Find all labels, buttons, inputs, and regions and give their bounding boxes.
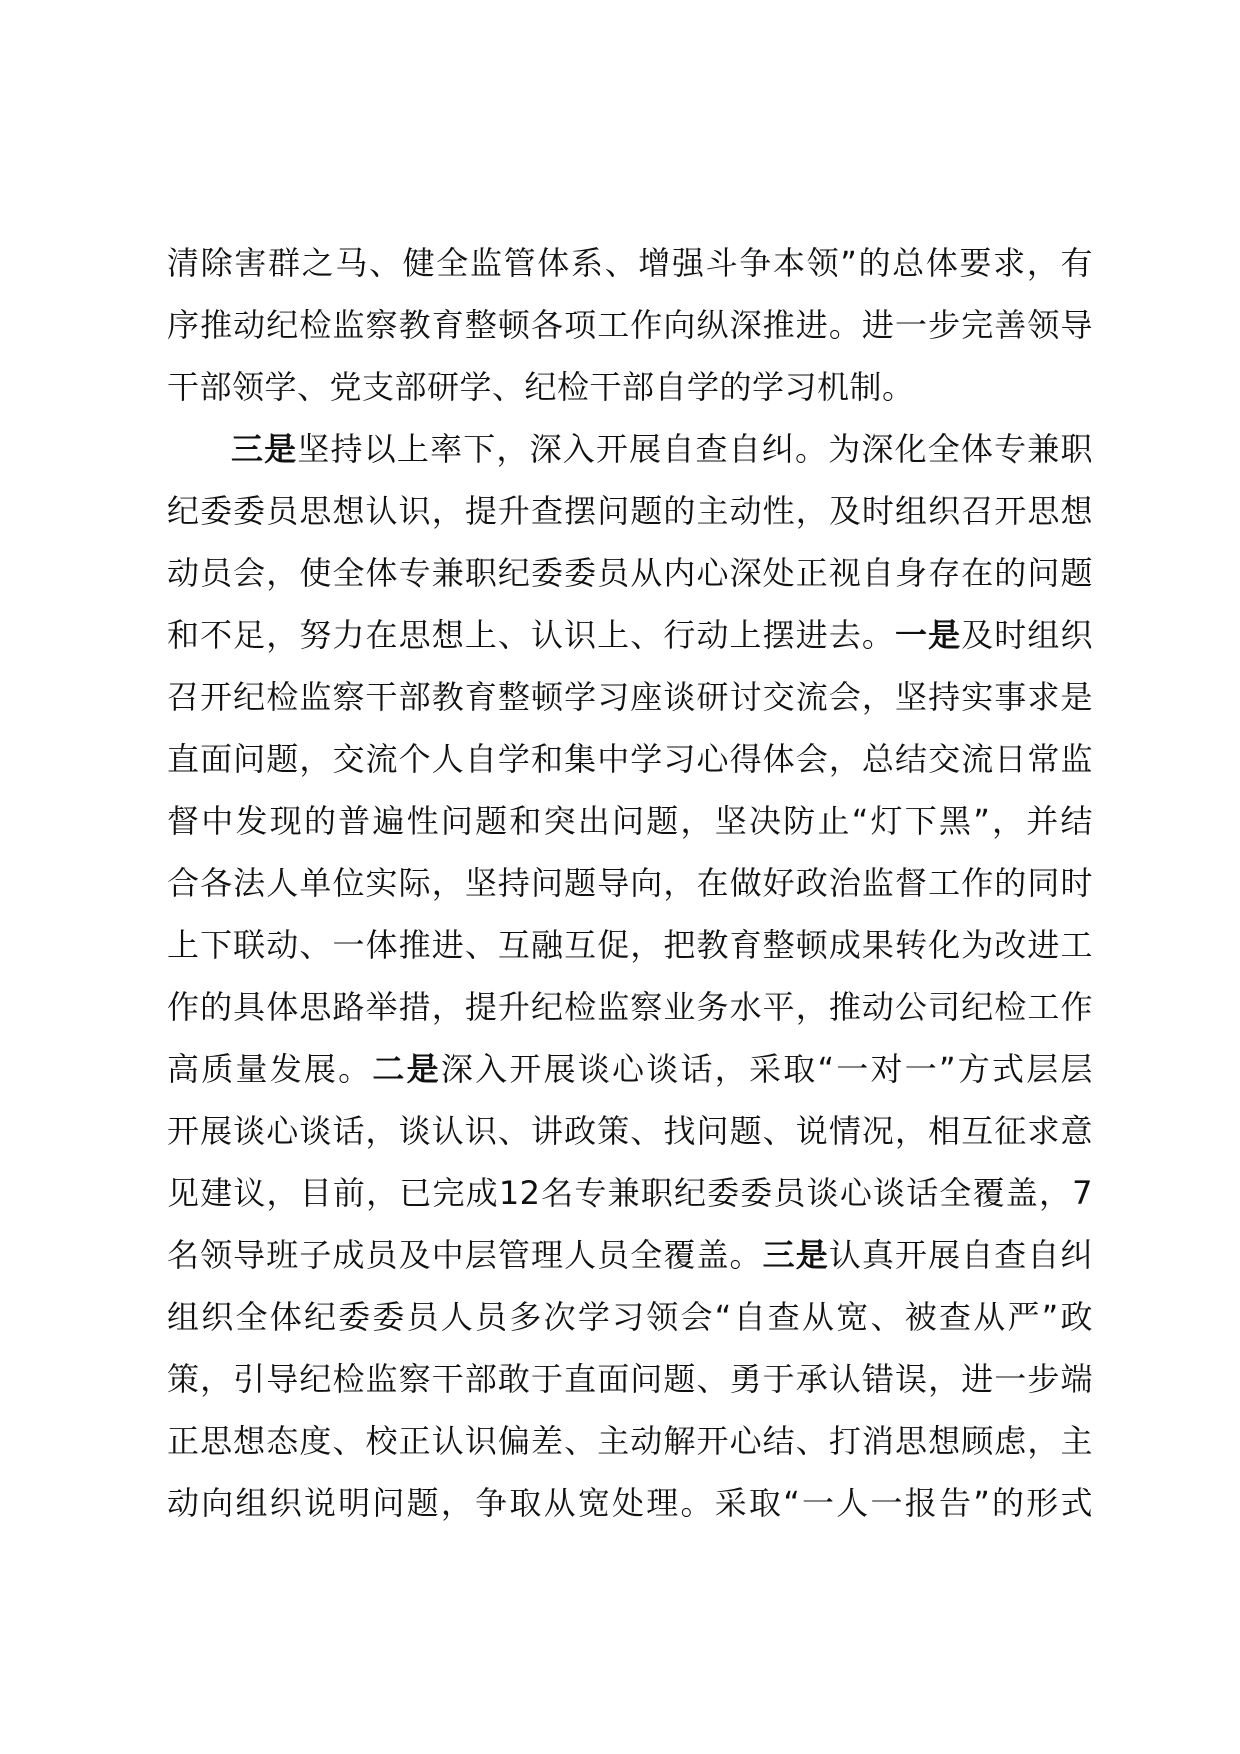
bold-lead: 三是 bbox=[762, 1236, 829, 1274]
text-run: 高质量发展。 bbox=[167, 1050, 373, 1088]
text-line: 督中发现的普遍性问题和突出问题，坚决防止“灯下黑”，并结 bbox=[167, 802, 1093, 840]
text-line: 开展谈心谈话，谈认识、讲政策、找问题、说情况，相互征求意 bbox=[167, 1112, 1093, 1150]
text-line bbox=[167, 1038, 1093, 1100]
text-line: 直面问题，交流个人自学和集中学习心得体会，总结交流日常监 bbox=[167, 740, 1093, 778]
text-run: 深入开展谈心谈话，采取“一对一”方式层层 bbox=[440, 1050, 1093, 1088]
text-line: 正思想态度、校正认识偏差、主动解开心结、打消思想顾虑，主 bbox=[167, 1422, 1093, 1460]
paragraph-1 bbox=[167, 232, 1093, 418]
text-line: 合各法人单位实际，坚持问题导向，在做好政治监督工作的同时 bbox=[167, 864, 1093, 902]
bold-lead: 二是 bbox=[372, 1050, 441, 1088]
text-line: 上下联动、一体推进、互融互促，把教育整顿成果转化为改进工 bbox=[167, 926, 1093, 964]
text-line bbox=[167, 1224, 1093, 1286]
document-body bbox=[167, 232, 1093, 1534]
text-line: 干部领学、党支部研学、纪检干部自学的学习机制。 bbox=[167, 368, 915, 406]
text-line: 纪委委员思想认识，提升查摆问题的主动性，及时组织召开思想 bbox=[167, 492, 1093, 530]
bold-lead: 三是 bbox=[231, 430, 298, 468]
text-run: 坚持以上率下，深入开展自查自纠。为深化全体专兼职 bbox=[297, 430, 1093, 468]
bold-lead: 一是 bbox=[895, 616, 962, 654]
text-line: 召开纪检监察干部教育整顿学习座谈研讨交流会，坚持实事求是 bbox=[167, 678, 1093, 716]
text-line: 序推动纪检监察教育整顿各项工作向纵深推进。进一步完善领导 bbox=[167, 306, 1093, 344]
text-line: 动员会，使全体专兼职纪委委员从内心深处正视自身存在的问题 bbox=[167, 554, 1093, 592]
text-run: 和不足，努力在思想上、认识上、行动上摆进去。 bbox=[167, 616, 896, 654]
text-line: 动向组织说明问题，争取从宽处理。采取“一人一报告”的形式 bbox=[167, 1484, 1093, 1522]
text-line: 见建议，目前，已完成12名专兼职纪委委员谈心谈话全覆盖，7 bbox=[167, 1174, 1093, 1212]
text-run: 名领导班子成员及中层管理人员全覆盖。 bbox=[167, 1236, 763, 1274]
text-line: 策，引导纪检监察干部敢于直面问题、勇于承认错误，进一步端 bbox=[167, 1360, 1093, 1398]
text-line bbox=[167, 418, 1093, 480]
text-line: 清除害群之马、健全监管体系、增强斗争本领”的总体要求，有 bbox=[167, 244, 1093, 282]
paragraph-2 bbox=[167, 418, 1093, 1534]
text-line bbox=[167, 604, 1093, 666]
text-run: 及时组织 bbox=[961, 616, 1093, 654]
text-line: 组织全体纪委委员人员多次学习领会“自查从宽、被查从严”政 bbox=[167, 1298, 1093, 1336]
text-line: 作的具体思路举措，提升纪检监察业务水平，推动公司纪检工作 bbox=[167, 988, 1093, 1026]
text-run: 认真开展自查自纠 bbox=[828, 1236, 1093, 1274]
